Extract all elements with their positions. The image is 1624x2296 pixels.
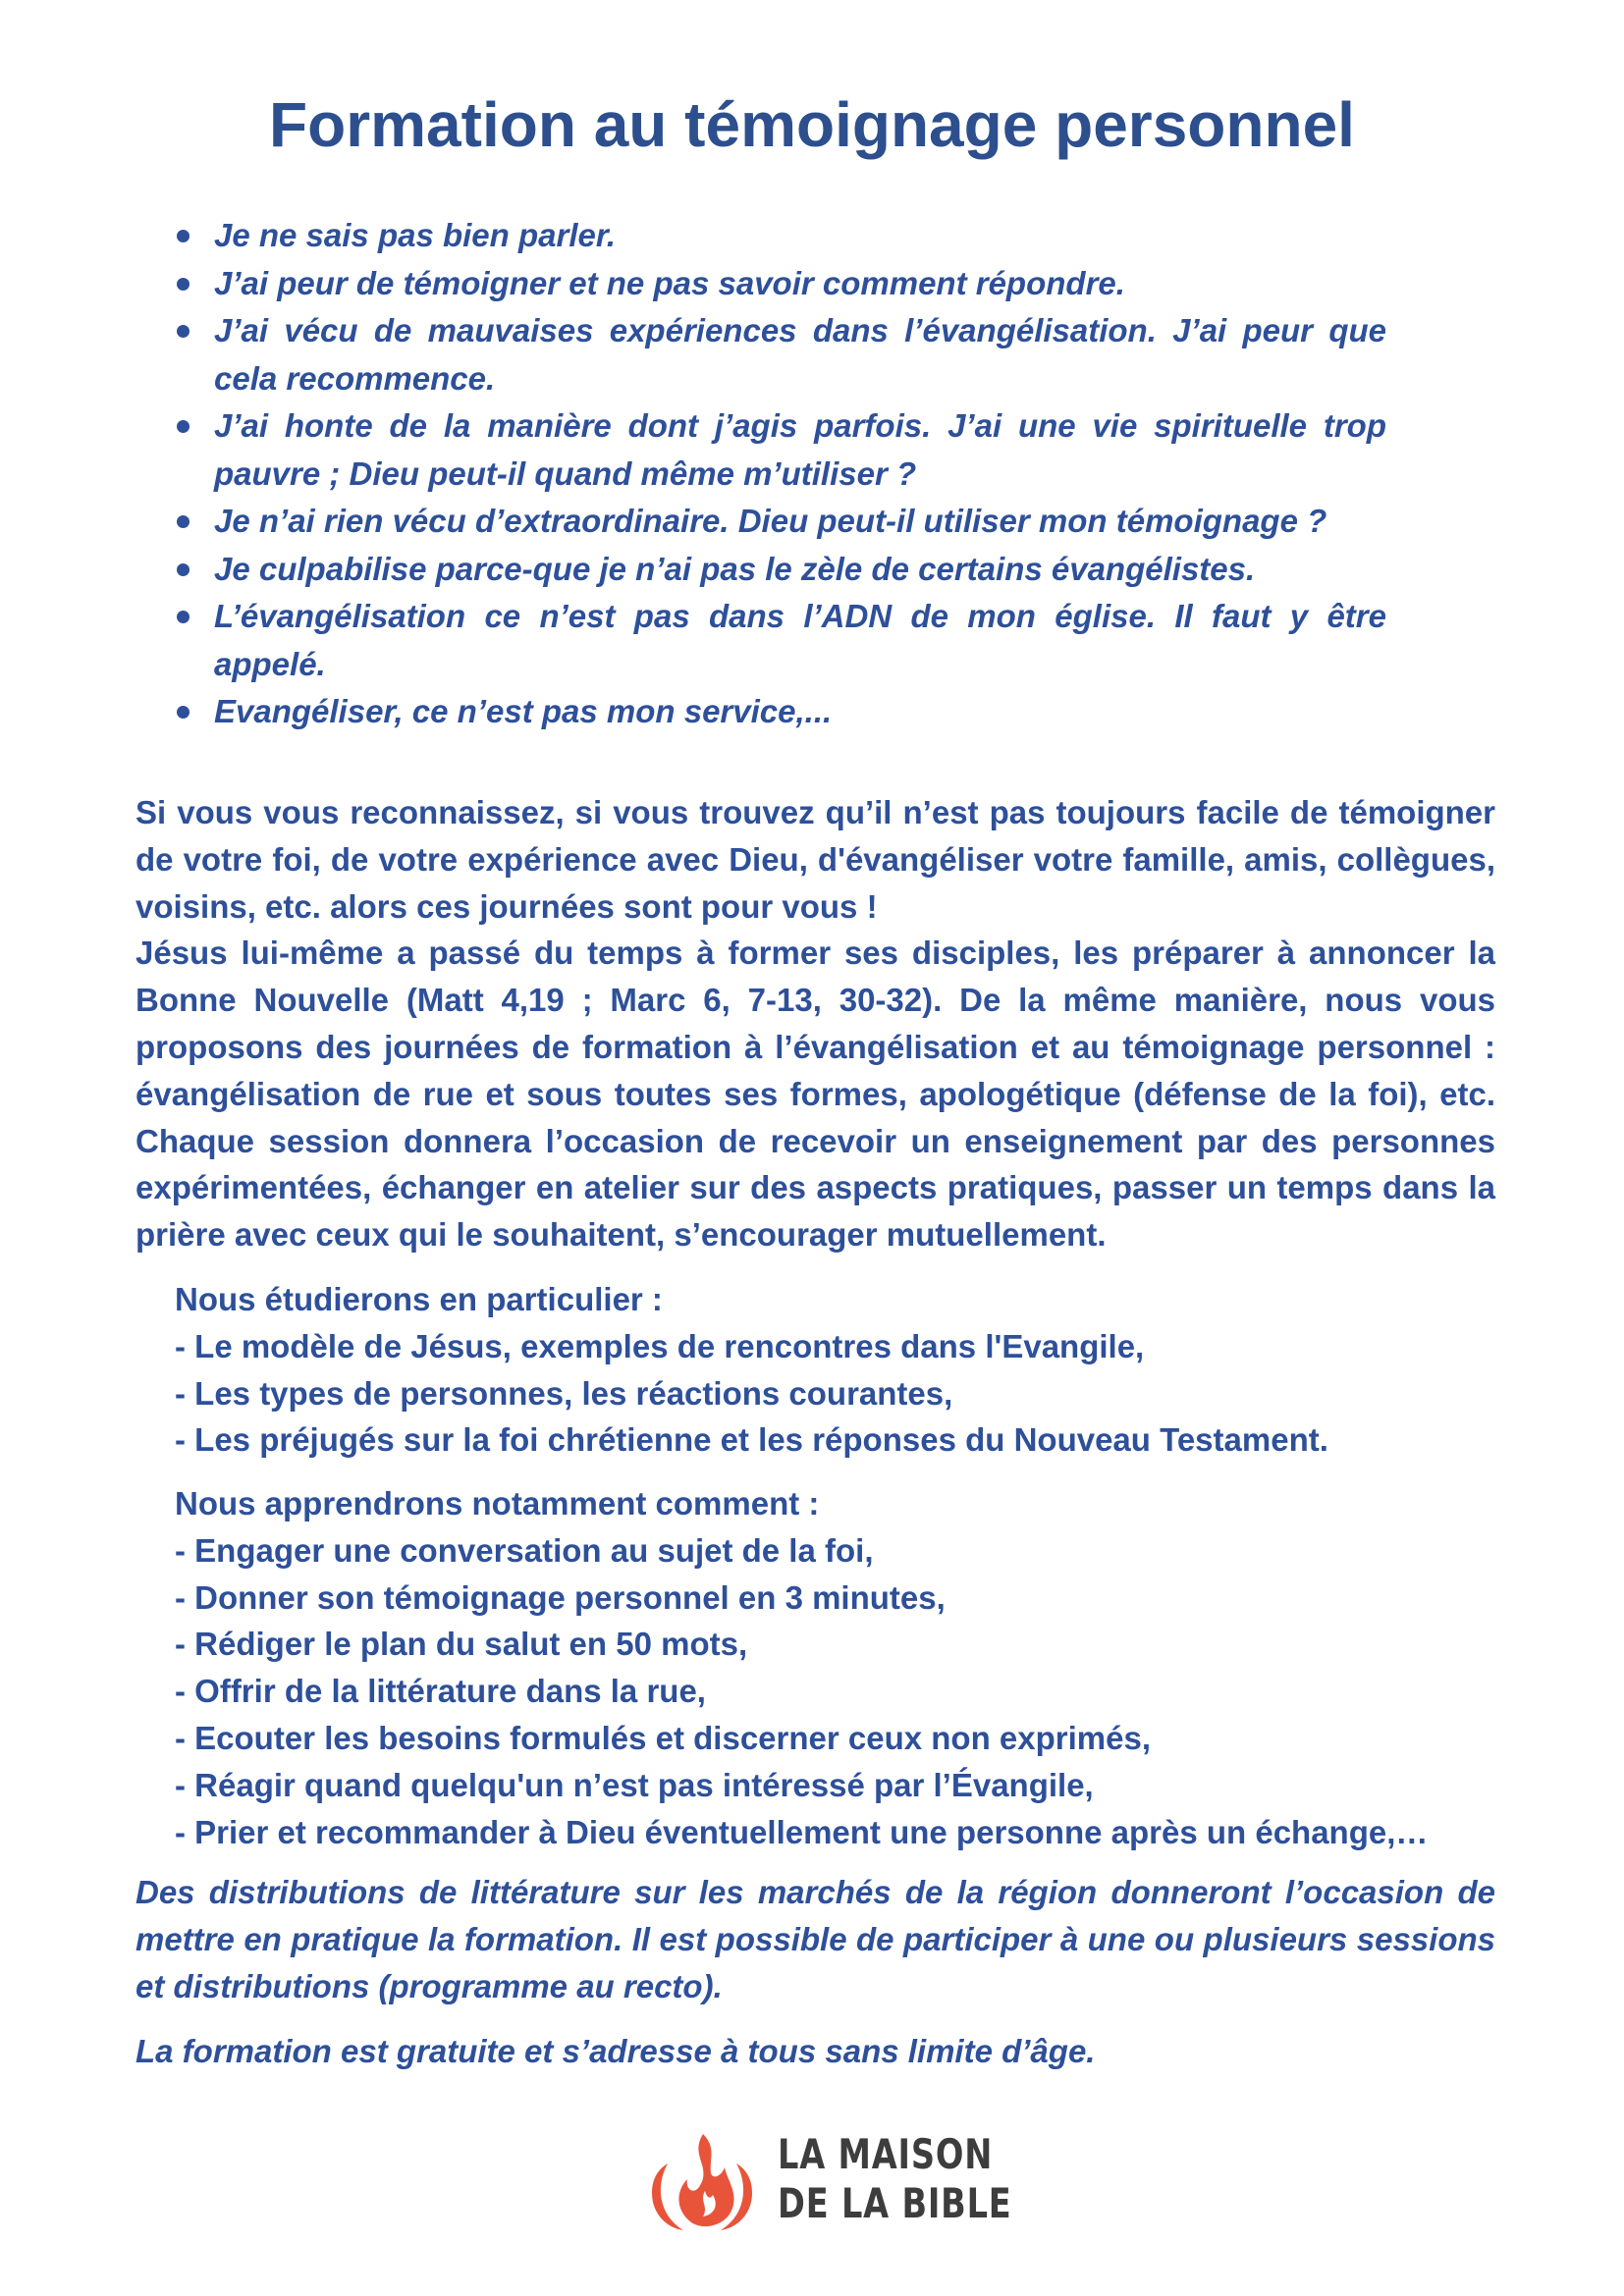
intro-paragraph: Jésus lui-même a passé du temps à former ses disciples, les préparer à annoncer la Bonne Nouvelle (Matt 4,19 ; Marc 6, 7-13, 30-32). De la même manière, nous vous proposons des journées de formation à l’évangélisation et au témoignage personnel : évangélisation de rue et sous toutes ses formes, apologétique (défense de la foi), etc. Chaque session donnera l’occasion de recevoir un enseignement par des personnes expérimentées, échanger en atelier sur des aspects pratiques, passer un temps dans la prière avec ceux qui le souhaitent, s’encourager mutuellement. — [135, 934, 1495, 1254]
list-item: Evangéliser, ce n’est pas mon service,... — [175, 688, 1386, 736]
list-item: Je n’ai rien vécu d’extraordinaire. Dieu peut-il utiliser mon témoignage ? — [175, 498, 1386, 546]
learn-heading: Nous apprendrons notamment comment : — [175, 1485, 820, 1522]
list-item: - Les préjugés sur la foi chrétienne et les réponses du Nouveau Testament. — [175, 1421, 1328, 1459]
learn-section — [175, 1480, 1495, 1855]
list-item: - Rédiger le plan du salut en 50 mots, — [175, 1626, 748, 1663]
logo-text — [778, 2130, 1012, 2228]
logo — [648, 2126, 1012, 2234]
bullet-icon — [177, 278, 189, 291]
list-item: - Ecouter les besoins formulés et discerner ceux non exprimés, — [175, 1719, 1152, 1756]
study-section — [175, 1276, 1495, 1464]
list-item: L’évangélisation ce n’est pas dans l’ADN de mon église. Il faut y être appelé. — [175, 593, 1386, 688]
list-item: J’ai peur de témoigner et ne pas savoir comment répondre. — [175, 260, 1386, 308]
bullet-icon — [177, 611, 189, 623]
list-item: - Les types de personnes, les réactions courantes, — [175, 1374, 953, 1412]
bullet-icon — [177, 563, 189, 576]
bullet-icon — [177, 325, 189, 338]
bullet-icon — [177, 230, 189, 242]
bullet-icon — [177, 515, 189, 528]
list-item: Je ne sais pas bien parler. — [175, 212, 1386, 260]
final-note: La formation est gratuite et s’adresse à tous sans limite d’âge. — [135, 2033, 1096, 2069]
study-heading: Nous étudierons en particulier : — [175, 1281, 663, 1317]
logo-line: LA MAISON — [778, 2130, 994, 2178]
flame-icon — [648, 2130, 756, 2236]
study-list — [175, 1323, 1495, 1464]
list-item: - Le modèle de Jésus, exemples de rencontres dans l'Evangile, — [175, 1327, 1145, 1364]
bullet-icon — [177, 420, 189, 433]
intro-text — [135, 789, 1495, 1258]
list-item: Je culpabilise parce-que je n’ai pas le zèle de certains évangélistes. — [175, 546, 1386, 594]
list-item: - Offrir de la littérature dans la rue, — [175, 1673, 706, 1710]
list-item: - Prier et recommander à Dieu éventuellement une personne après un échange,… — [175, 1813, 1429, 1850]
list-item: - Donner son témoignage personnel en 3 minutes, — [175, 1578, 946, 1616]
concerns-list — [175, 212, 1386, 736]
bullet-icon — [177, 706, 189, 719]
learn-list — [175, 1527, 1495, 1856]
page-title: Formation au témoignage personnel — [269, 89, 1355, 160]
intro-paragraph: Si vous vous reconnaissez, si vous trouvez qu’il n’est pas toujours facile de témoigner de votre foi, de votre expérience avec Dieu, d'évangéliser votre famille, amis, collègues, voisins, etc. alors ces journées sont pour vous ! — [135, 794, 1495, 925]
list-item: - Engager une conversation au sujet de la foi, — [175, 1531, 874, 1569]
list-item: J’ai honte de la manière dont j’agis parfois. J’ai une vie spirituelle trop pauvre ; Dieu peut-il quand même m’utiliser ? — [175, 402, 1386, 498]
logo-line: DE LA BIBLE — [778, 2179, 1012, 2227]
closing-paragraph: Des distributions de littérature sur les marchés de la région donneront l’occasion de mettre en pratique la formation. Il est possible de participer à une ou plusieurs sessions et distributions (programme au recto). — [135, 1874, 1495, 2004]
list-item: - Réagir quand quelqu'un n’est pas intéressé par l’Évangile, — [175, 1766, 1094, 1803]
list-item: J’ai vécu de mauvaises expériences dans l’évangélisation. J’ai peur que cela recommence. — [175, 307, 1386, 402]
